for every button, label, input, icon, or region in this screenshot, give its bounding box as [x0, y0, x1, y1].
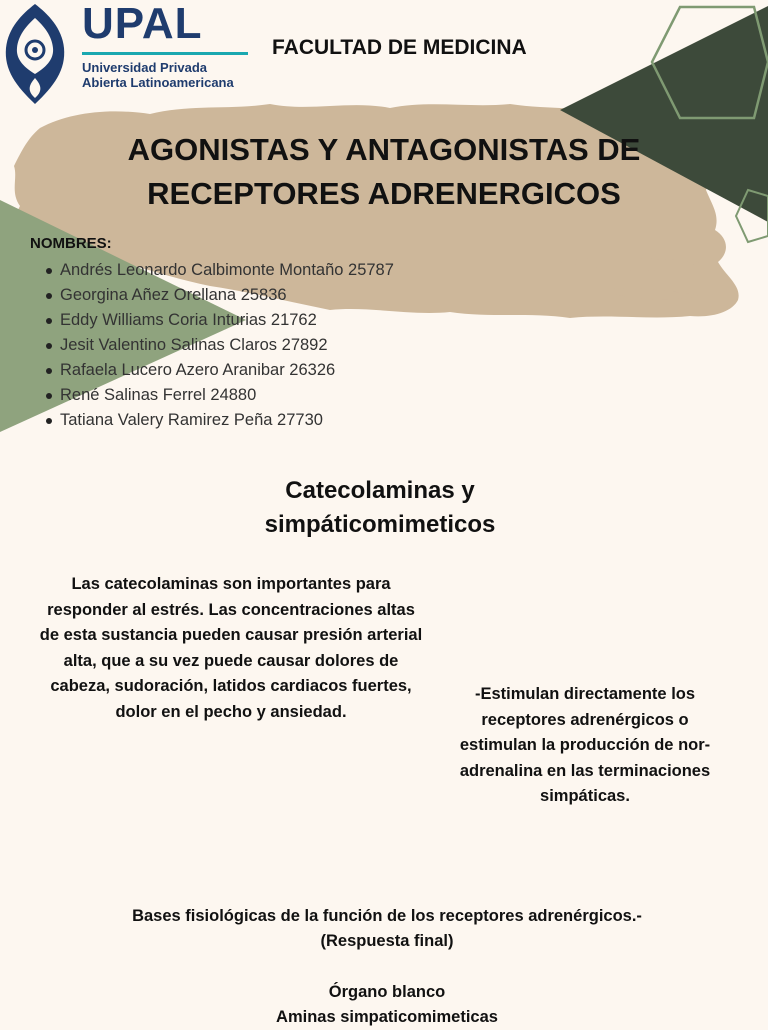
list-item: Andrés Leonardo Calbimonte Montaño 25787	[30, 258, 394, 283]
list-item: Rafaela Lucero Azero Aranibar 26326	[30, 358, 394, 383]
bases-line-1: Bases fisiológicas de la función de los receptores adrenérgicos.-	[132, 907, 642, 925]
list-item: Tatiana Valery Ramirez Peña 27730	[30, 408, 394, 433]
faculty-heading: FACULTAD DE MEDICINA	[272, 36, 527, 59]
brand-name: UPAL	[82, 0, 203, 48]
brand-subtitle-2: Abierta Latinoamericana	[82, 75, 234, 90]
bases-line-2: (Respuesta final)	[320, 932, 454, 950]
list-item: Eddy Williams Coria Inturias 21762	[30, 308, 394, 333]
amines-label: Aminas simpaticomimeticas	[276, 1008, 498, 1026]
list-item: Georgina Añez Orellana 25836	[30, 283, 394, 308]
bases-heading	[60, 904, 714, 954]
brand-divider	[82, 52, 248, 55]
title-line-2: RECEPTORES ADRENERGICOS	[147, 176, 621, 211]
organ-block	[60, 980, 714, 1030]
section-title	[210, 474, 550, 542]
list-item: René Salinas Ferrel 24880	[30, 383, 394, 408]
catecholamines-paragraph: Las catecolaminas son importantes para responder al estrés. Las concentraciones altas de esta sustancia pueden causar presión arterial alta, que a su vez puede causar dolores de cabeza, sudoración, latidos cardiacos fuertes, dolor en el pecho y ansiedad.	[39, 575, 423, 721]
organ-label: Órgano blanco	[328, 983, 446, 1001]
upal-logo-icon	[4, 4, 66, 104]
names-label: NOMBRES:	[30, 235, 112, 252]
stimulation-paragraph: -Estimulan directamente los receptores adrenérgicos o estimulan la producción de nor-adrenalina en las terminaciones simpáticas.	[459, 685, 711, 805]
section-title-line-1: Catecolaminas y	[285, 477, 475, 504]
names-list	[30, 258, 394, 433]
section-title-line-2: simpáticomimeticos	[264, 511, 496, 538]
title-line-1: AGONISTAS Y ANTAGONISTAS DE	[127, 132, 641, 167]
document-title	[60, 128, 708, 216]
brand-subtitle-1: Universidad Privada	[82, 60, 207, 75]
list-item: Jesit Valentino Salinas Claros 27892	[30, 333, 394, 358]
brand-block	[82, 0, 248, 90]
